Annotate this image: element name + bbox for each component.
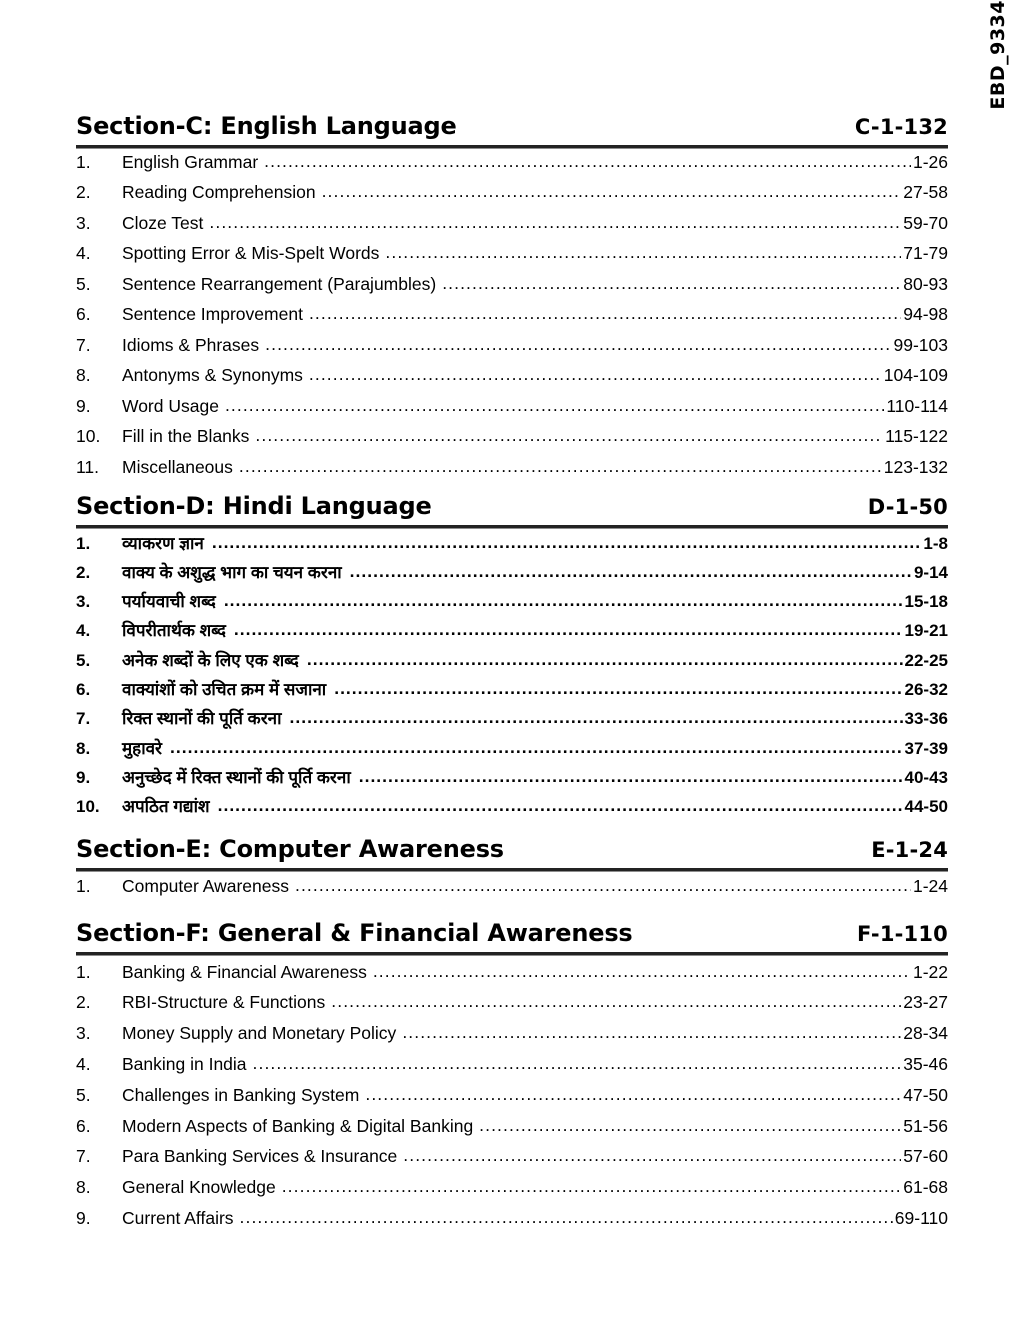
toc-entry-number: 4. [76, 1053, 91, 1074]
toc-entry-number: 3. [76, 212, 91, 233]
toc-entry-pages: 94-98 [903, 304, 948, 325]
toc-entry-pages: 9-14 [913, 562, 948, 582]
toc-entry[interactable] [76, 994, 948, 1025]
toc-entry[interactable] [76, 1053, 948, 1087]
toc-dot-leader [239, 458, 882, 476]
toc-entry-number: 8. [76, 365, 91, 386]
toc-entry[interactable] [76, 1025, 948, 1056]
toc-dot-leader [350, 563, 912, 581]
toc-entry-number: 6. [76, 680, 91, 700]
toc-entry-pages: 115-122 [885, 426, 948, 447]
toc-entry[interactable] [76, 622, 948, 651]
toc-entry-title: Fill in the Blanks [122, 426, 250, 447]
toc-dot-leader [209, 214, 901, 232]
toc-entry-pages: 99-103 [893, 334, 948, 355]
toc-entry-pages: 51-56 [903, 1115, 948, 1136]
toc-entry[interactable] [76, 681, 948, 710]
toc-entry[interactable] [76, 456, 948, 490]
section-title: Section-C: English Language [76, 112, 457, 140]
toc-entry-title: Challenges in Banking System [122, 1084, 360, 1105]
toc-entry[interactable] [76, 428, 948, 459]
toc-dot-leader [403, 1147, 901, 1165]
toc-entry-title: वाक्यांशों को उचित क्रम में सजाना [122, 680, 327, 700]
toc-entry[interactable] [76, 1115, 948, 1149]
toc-entry-pages: 110-114 [886, 395, 948, 416]
toc-entry-title: Word Usage [122, 395, 219, 416]
section-header [76, 113, 948, 141]
toc-entry-title: रिक्त स्थानों की पूर्ति करना [122, 709, 282, 729]
toc-entry[interactable] [76, 367, 948, 398]
toc-entry-pages: 1-22 [912, 961, 948, 982]
toc-entry-title: Money Supply and Monetary Policy [122, 1023, 397, 1044]
toc-entry-pages: 33-36 [904, 709, 948, 729]
toc-dot-leader [373, 963, 911, 981]
toc-entry-pages: 26-32 [904, 680, 948, 700]
toc-entry-title: Miscellaneous [122, 456, 233, 477]
toc-entry-title: मुहावरे [122, 738, 163, 758]
toc-entry-number: 9. [76, 1207, 91, 1228]
toc-dot-leader [322, 183, 902, 201]
section-header [76, 920, 948, 948]
toc-entry[interactable] [76, 334, 948, 368]
toc-entry[interactable] [76, 1179, 948, 1210]
edge-code-label [976, 0, 1020, 130]
toc-entry[interactable] [76, 564, 948, 593]
toc-entry-number: 10. [76, 426, 101, 447]
toc-entry[interactable] [76, 535, 948, 564]
toc-entry-number: 1. [76, 533, 91, 553]
toc-entry[interactable] [76, 875, 948, 908]
toc-entry-pages: 104-109 [883, 365, 948, 386]
section-title: Section-E: Computer Awareness [76, 835, 504, 863]
toc-dot-leader [224, 592, 903, 610]
toc-entry-pages: 59-70 [903, 212, 948, 233]
toc-entry-number: 6. [76, 1115, 91, 1136]
toc-entry[interactable] [76, 652, 948, 681]
toc-entry-title: RBI-Structure & Functions [122, 992, 326, 1013]
section-page-range: D-1-50 [867, 495, 948, 519]
toc-entry-number: 3. [76, 1023, 91, 1044]
toc-entry-pages: 15-18 [904, 592, 948, 612]
toc-entry-title: अनेक शब्दों के लिए एक शब्द [122, 650, 299, 670]
toc-dot-leader [265, 336, 891, 354]
toc-entry-pages: 44-50 [904, 797, 948, 817]
toc-entry-pages: 19-21 [904, 621, 948, 641]
toc-entry-pages: 35-46 [903, 1053, 948, 1074]
toc-dot-leader [253, 1055, 902, 1073]
toc-entry-pages: 61-68 [903, 1177, 948, 1198]
toc-entry[interactable] [76, 798, 948, 827]
toc-entry-number: 2. [76, 992, 91, 1013]
section-d [76, 493, 948, 828]
toc-entry[interactable] [76, 184, 948, 215]
toc-entry-number: 4. [76, 621, 91, 641]
toc-entry-title: English Grammar [122, 151, 259, 172]
section-entry-list [76, 528, 948, 828]
section-entry-list [76, 148, 948, 490]
toc-entry-pages: 47-50 [903, 1084, 948, 1105]
toc-entry[interactable] [76, 306, 948, 337]
toc-dot-leader [282, 1178, 902, 1196]
toc-entry[interactable] [76, 395, 948, 429]
toc-entry[interactable] [76, 245, 948, 276]
toc-dot-leader [218, 797, 903, 815]
toc-dot-leader [289, 709, 902, 727]
toc-dot-leader [365, 1086, 901, 1104]
toc-entry-pages: 40-43 [904, 767, 948, 787]
section-page-range: F-1-110 [857, 922, 948, 946]
toc-entry[interactable] [76, 273, 948, 307]
toc-entry-number: 6. [76, 304, 91, 325]
toc-entry-pages: 27-58 [903, 182, 948, 203]
toc-entry[interactable] [76, 961, 948, 995]
toc-entry-number: 5. [76, 650, 91, 670]
toc-entry-title: अनुच्छेद में रिक्त स्थानों की पूर्ति करना [122, 767, 351, 787]
toc-entry-title: Para Banking Services & Insurance [122, 1146, 398, 1167]
section-entry-list [76, 955, 948, 1241]
toc-entry-pages: 37-39 [904, 738, 948, 758]
toc-entry-number: 5. [76, 1084, 91, 1105]
toc-entry-number: 11. [76, 456, 100, 477]
toc-entry-title: Modern Aspects of Banking & Digital Banking [122, 1115, 474, 1136]
toc-entry-title: Spotting Error & Mis-Spelt Words [122, 243, 380, 264]
toc-entry-number: 9. [76, 395, 91, 416]
toc-entry-number: 8. [76, 1177, 91, 1198]
toc-entry-pages: 1-8 [923, 533, 948, 553]
toc-dot-leader [234, 621, 903, 639]
toc-entry-title: Antonyms & Synonyms [122, 365, 303, 386]
toc-entry-number: 4. [76, 243, 91, 264]
table-of-contents [76, 0, 948, 1320]
toc-entry[interactable] [76, 710, 948, 739]
toc-entry-number: 7. [76, 1146, 91, 1167]
toc-entry-number: 5. [76, 273, 91, 294]
section-title: Section-F: General & Financial Awareness [76, 919, 633, 947]
toc-entry-title: Banking in India [122, 1053, 247, 1074]
toc-entry-number: 1. [76, 961, 91, 982]
toc-dot-leader [385, 244, 901, 262]
toc-entry-number: 2. [76, 182, 91, 203]
toc-dot-leader [264, 153, 911, 171]
toc-entry-number: 8. [76, 738, 91, 758]
toc-entry[interactable] [76, 593, 948, 622]
toc-entry-pages: 69-110 [894, 1207, 948, 1228]
toc-entry-title: Current Affairs [122, 1207, 234, 1228]
toc-entry-pages: 123-132 [883, 456, 948, 477]
toc-entry-pages: 80-93 [903, 273, 948, 294]
section-entry-list [76, 871, 948, 908]
toc-entry-pages: 22-25 [904, 650, 948, 670]
toc-dot-leader [212, 534, 922, 552]
edge-code-text: EBD_9334 [986, 0, 1009, 110]
toc-entry-pages: 57-60 [903, 1146, 948, 1167]
toc-entry-title: व्याकरण ज्ञान [122, 533, 204, 553]
toc-entry-title: General Knowledge [122, 1177, 276, 1198]
toc-entry-title: पर्यायवाची शब्द [122, 592, 216, 612]
toc-entry-pages: 71-79 [903, 243, 948, 264]
toc-entry[interactable] [76, 151, 948, 185]
toc-dot-leader [442, 275, 901, 293]
toc-entry-number: 7. [76, 334, 91, 355]
toc-entry-number: 10. [76, 797, 100, 817]
toc-entry-number: 2. [76, 562, 91, 582]
toc-dot-leader [359, 768, 903, 786]
section-f [76, 920, 948, 1241]
toc-entry-title: Banking & Financial Awareness [122, 961, 367, 982]
toc-dot-leader [402, 1024, 901, 1042]
toc-entry[interactable] [76, 1084, 948, 1118]
toc-entry-number: 3. [76, 592, 91, 612]
toc-entry[interactable] [76, 212, 948, 246]
toc-dot-leader [334, 680, 902, 698]
toc-entry-title: Sentence Improvement [122, 304, 303, 325]
toc-dot-leader [240, 1209, 893, 1227]
toc-dot-leader [295, 877, 911, 895]
toc-entry-pages: 1-24 [912, 875, 948, 896]
toc-entry-title: Sentence Rearrangement (Parajumbles) [122, 273, 437, 294]
toc-entry-title: वाक्य के अशुद्ध भाग का चयन करना [122, 562, 342, 582]
toc-entry-pages: 23-27 [903, 992, 948, 1013]
section-header [76, 836, 948, 864]
toc-entry-number: 1. [76, 151, 91, 172]
toc-dot-leader [309, 366, 882, 384]
toc-entry[interactable] [76, 740, 948, 769]
toc-entry-pages: 28-34 [903, 1023, 948, 1044]
toc-entry-title: Computer Awareness [122, 875, 289, 896]
toc-entry[interactable] [76, 1148, 948, 1179]
toc-dot-leader [309, 305, 901, 323]
section-page-range: C-1-132 [854, 115, 948, 139]
toc-entry-title: Reading Comprehension [122, 182, 316, 203]
toc-entry-title: अपठित गद्यांश [122, 797, 210, 817]
section-page-range: E-1-24 [871, 838, 948, 862]
toc-dot-leader [225, 397, 884, 415]
toc-entry-number: 7. [76, 709, 91, 729]
toc-entry-title: Idioms & Phrases [122, 334, 260, 355]
toc-dot-leader [331, 993, 901, 1011]
toc-entry-title: विपरीतार्थक शब्द [122, 621, 226, 641]
toc-entry-number: 1. [76, 875, 91, 896]
toc-dot-leader [479, 1117, 901, 1135]
toc-entry-pages: 1-26 [912, 151, 948, 172]
toc-dot-leader [307, 651, 903, 669]
toc-entry[interactable] [76, 769, 948, 798]
section-c [76, 113, 948, 489]
toc-entry-title: Cloze Test [122, 212, 204, 233]
section-e [76, 836, 948, 908]
toc-entry[interactable] [76, 1207, 948, 1241]
toc-dot-leader [170, 739, 903, 757]
toc-entry-number: 9. [76, 767, 91, 787]
section-header [76, 493, 948, 521]
section-title: Section-D: Hindi Language [76, 492, 432, 520]
toc-dot-leader [255, 427, 883, 445]
